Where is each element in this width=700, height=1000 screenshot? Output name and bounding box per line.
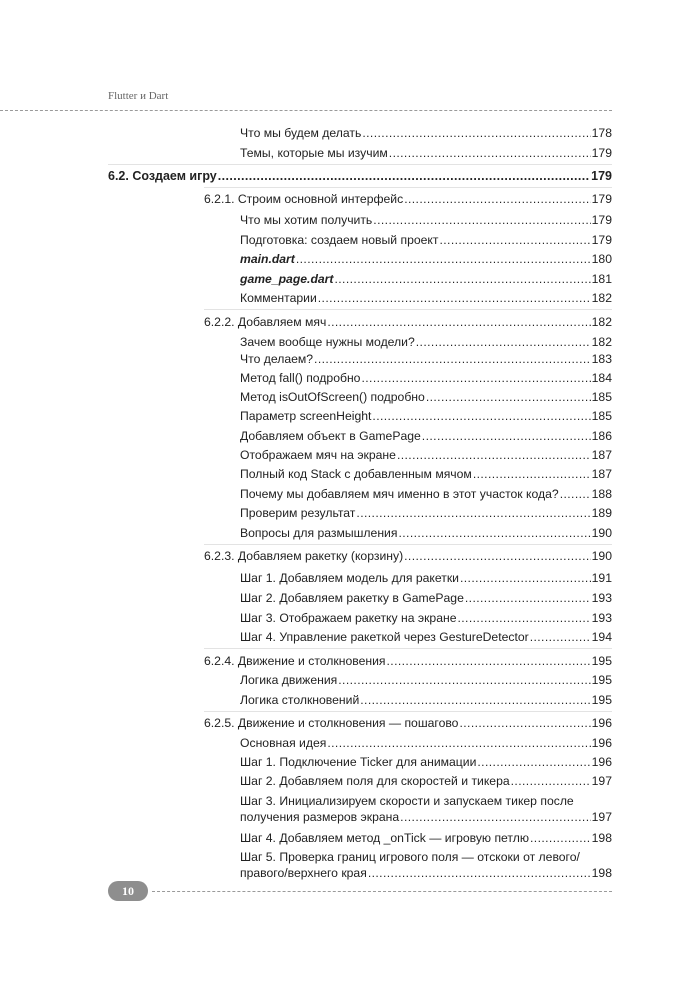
toc-page-number: 185 bbox=[591, 409, 612, 423]
toc-entry[interactable]: Шаг 4. Управление ракеткой через GestureDetector ..... 194 bbox=[240, 629, 612, 645]
toc-page-number: 193 bbox=[591, 611, 612, 625]
toc-entry[interactable]: Полный код Stack с добавленным мячом ..... 187 bbox=[240, 466, 612, 482]
toc-page-number: 182 bbox=[591, 335, 612, 349]
toc-entry[interactable]: Проверим результат ..... 189 bbox=[240, 505, 612, 521]
toc-entry[interactable]: game_page.dart ..... 181 bbox=[240, 271, 612, 287]
leader-dots bbox=[404, 191, 590, 207]
leader-dots bbox=[362, 125, 590, 141]
toc-entry[interactable]: Подготовка: создаем новый проект ..... 179 bbox=[240, 232, 612, 248]
section-divider bbox=[108, 164, 612, 165]
toc-entry[interactable]: Что мы будем делать ..... 178 bbox=[240, 125, 612, 141]
toc-page-number: 182 bbox=[591, 291, 612, 305]
toc-entry[interactable]: Шаг 3. Отображаем ракетку на экране ..... 193 bbox=[240, 610, 612, 626]
toc-page-number: 185 bbox=[591, 390, 612, 404]
toc-page-number: 179 bbox=[591, 146, 612, 160]
leader-dots bbox=[457, 610, 590, 626]
toc-page-number: 181 bbox=[591, 272, 612, 286]
toc-page-number: 187 bbox=[591, 448, 612, 462]
toc-page-number: 187 bbox=[591, 467, 612, 481]
leader-dots bbox=[218, 168, 590, 184]
leader-dots bbox=[511, 773, 591, 789]
toc-page-number: 184 bbox=[591, 371, 612, 385]
toc-entry[interactable]: Темы, которые мы изучим ..... 179 bbox=[240, 145, 612, 161]
leader-dots bbox=[387, 653, 591, 669]
toc-page-number: 197 bbox=[591, 810, 612, 824]
leader-dots bbox=[372, 408, 590, 424]
section-divider bbox=[204, 187, 612, 188]
toc-entry[interactable]: Комментарии ..... 182 bbox=[240, 290, 612, 306]
leader-dots bbox=[318, 290, 591, 306]
leader-dots bbox=[460, 570, 591, 586]
toc-entry-multiline[interactable] bbox=[240, 849, 612, 881]
leader-dots bbox=[338, 672, 590, 688]
toc-entry[interactable]: Шаг 2. Добавляем ракетку в GamePage ..... 193 bbox=[240, 590, 612, 606]
toc-entry[interactable]: Что делаем? ..... 183 bbox=[240, 351, 612, 367]
leader-dots bbox=[356, 505, 590, 521]
toc-page-number: 195 bbox=[591, 673, 612, 687]
leader-dots bbox=[334, 271, 590, 287]
footer-divider bbox=[152, 891, 612, 892]
leader-dots bbox=[459, 715, 590, 731]
toc-entry-subsection[interactable]: 6.2.2. Добавляем мяч ..... 182 bbox=[204, 314, 612, 330]
leader-dots bbox=[404, 548, 591, 564]
toc-entry[interactable]: Шаг 2. Добавляем поля для скоростей и тикера ..... 197 bbox=[240, 773, 612, 789]
toc-entry[interactable]: Добавляем объект в GamePage ..... 186 bbox=[240, 428, 612, 444]
toc-entry-line: Шаг 3. Инициализируем скорости и запускаем тикер после bbox=[240, 794, 574, 808]
section-divider bbox=[204, 648, 612, 649]
toc-entry-subsection[interactable]: 6.2.3. Добавляем ракетку (корзину) ..... 190 bbox=[204, 548, 612, 564]
leader-dots bbox=[560, 486, 591, 502]
leader-dots bbox=[398, 525, 590, 541]
leader-dots bbox=[400, 809, 590, 825]
toc-page-number: 188 bbox=[591, 487, 612, 501]
toc-entry[interactable]: Что мы хотим получить ..... 179 bbox=[240, 212, 612, 228]
toc-entry[interactable]: main.dart ..... 180 bbox=[240, 251, 612, 267]
leader-dots bbox=[477, 754, 590, 770]
toc-entry[interactable]: Метод isOutOfScreen() подробно ..... 185 bbox=[240, 389, 612, 405]
toc-page-number: 196 bbox=[591, 736, 612, 750]
toc-page-number: 179 bbox=[591, 192, 612, 206]
toc-page-number: 198 bbox=[591, 866, 612, 880]
toc-entry[interactable]: Отображаем мяч на экране ..... 187 bbox=[240, 447, 612, 463]
toc-page-number: 194 bbox=[591, 630, 612, 644]
toc-page-number: 196 bbox=[591, 755, 612, 769]
toc-entry[interactable]: Вопросы для размышления ..... 190 bbox=[240, 525, 612, 541]
leader-dots bbox=[360, 692, 590, 708]
leader-dots bbox=[416, 334, 591, 350]
leader-dots bbox=[327, 735, 590, 751]
toc-page-number: 190 bbox=[591, 549, 612, 563]
leader-dots bbox=[389, 145, 591, 161]
toc-page-number: 189 bbox=[591, 506, 612, 520]
leader-dots bbox=[530, 629, 591, 645]
toc-entry-line: правого/верхнего края bbox=[240, 866, 367, 880]
toc-page-number: 179 bbox=[591, 233, 612, 247]
toc-page-number: 186 bbox=[591, 429, 612, 443]
leader-dots bbox=[327, 314, 590, 330]
leader-dots bbox=[368, 865, 591, 881]
page-number-badge: 10 bbox=[108, 881, 148, 901]
toc-page-number: 190 bbox=[591, 526, 612, 540]
leader-dots bbox=[530, 830, 591, 846]
toc-page-number: 182 bbox=[591, 315, 612, 329]
toc-page-number: 197 bbox=[591, 774, 612, 788]
toc-entry[interactable]: Почему мы добавляем мяч именно в этот участок кода? ..... 188 bbox=[240, 486, 612, 502]
toc-entry[interactable]: Логика столкновений ..... 195 bbox=[240, 692, 612, 708]
toc-entry[interactable]: Логика движения ..... 195 bbox=[240, 672, 612, 688]
toc-page-number: 198 bbox=[591, 831, 612, 845]
toc-page-number: 195 bbox=[591, 654, 612, 668]
section-divider bbox=[204, 309, 612, 310]
toc-page-number: 191 bbox=[591, 571, 612, 585]
toc-page-number: 196 bbox=[591, 716, 612, 730]
toc-page-number: 183 bbox=[591, 352, 612, 366]
leader-dots bbox=[397, 447, 591, 463]
toc-entry-multiline[interactable] bbox=[240, 793, 612, 825]
section-divider bbox=[204, 711, 612, 712]
leader-dots bbox=[296, 251, 591, 267]
toc-page-number: 179 bbox=[591, 213, 612, 227]
leader-dots bbox=[465, 590, 591, 606]
toc-entry[interactable]: Шаг 4. Добавляем метод _onTick — игровую петлю ..... 198 bbox=[240, 830, 612, 846]
toc-page-number: 193 bbox=[591, 591, 612, 605]
toc-entry-subsection[interactable]: 6.2.4. Движение и столкновения ..... 195 bbox=[204, 653, 612, 669]
toc-page-number: 178 bbox=[591, 126, 612, 140]
toc-entry-line: получения размеров экрана bbox=[240, 810, 400, 824]
toc-page-number: 195 bbox=[591, 693, 612, 707]
toc-entry[interactable]: Шаг 1. Добавляем модель для ракетки ..... 191 bbox=[240, 570, 612, 586]
toc-page-number: 180 bbox=[591, 252, 612, 266]
toc-entry[interactable]: Зачем вообще нужны модели? ..... 182 bbox=[240, 334, 612, 350]
toc-page-number: 179 bbox=[591, 169, 612, 183]
toc-entry-line: Шаг 5. Проверка границ игрового поля — отскоки от левого/ bbox=[240, 850, 580, 864]
leader-dots bbox=[422, 428, 591, 444]
section-divider bbox=[204, 544, 612, 545]
leader-dots bbox=[314, 351, 591, 367]
toc-entry-subsection[interactable]: 6.2.5. Движение и столкновения — пошагово ..... 196 bbox=[204, 715, 612, 731]
toc-entry[interactable]: Параметр screenHeight ..... 185 bbox=[240, 408, 612, 424]
leader-dots bbox=[473, 466, 591, 482]
leader-dots bbox=[361, 370, 590, 386]
toc-entry[interactable]: Основная идея ..... 196 bbox=[240, 735, 612, 751]
leader-dots bbox=[439, 232, 590, 248]
toc-entry[interactable]: Шаг 1. Подключение Ticker для анимации ..... 196 bbox=[240, 754, 612, 770]
leader-dots bbox=[373, 212, 590, 228]
toc-entry-subsection[interactable]: 6.2.1. Строим основной интерфейс ..... 179 bbox=[204, 191, 612, 207]
toc-entry[interactable]: Метод fall() подробно ..... 184 bbox=[240, 370, 612, 386]
leader-dots bbox=[426, 389, 591, 405]
toc-entry-section[interactable]: 6.2. Создаем игру ..... 179 bbox=[108, 168, 612, 184]
running-head: Flutter и Dart bbox=[108, 90, 169, 102]
